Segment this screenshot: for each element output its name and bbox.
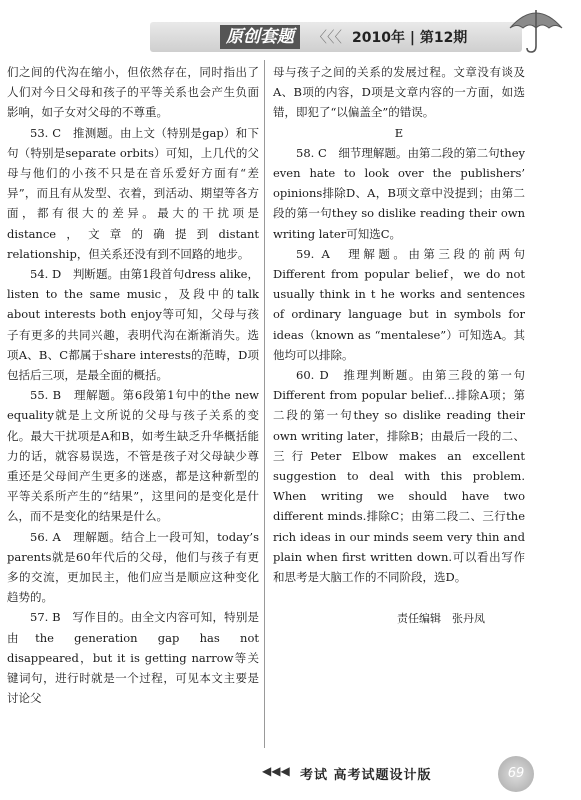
brand-label: 原创套题 (220, 25, 300, 49)
umbrella-icon (506, 4, 566, 56)
publication-label: 考试 高考试题设计版 (300, 768, 432, 783)
paragraph: 53. C 推测题。由上文（特别是gap）和下句（特别是separate orbits）可知，上几代的父母与他们的小孩不只是在音乐爱好方面有“差异”，而且有从发型、衣着，到活动、期望等各方面，都有很大的差异。最大的干扰项是distance，文章的确提到distant relationship，但关系还没有到不回路的地步。 (7, 125, 259, 261)
paragraph: 60. D 推理判断题。由第三段的第一句Different from popular belief…排除A项；第二段的第一句they so dislike reading their own writing later，排除B；由最后一段的二、三行Peter Elbow makes an excellent suggestion to deal with this problem. When writing we should have two different minds.排除C；由第二段二、三行the rich ideas in our minds seem very thin and plain when first written down.可以看出写作和思考是大脑工作的不同阶段，选D。 (273, 368, 525, 585)
right-column (273, 62, 525, 629)
paragraph: 们之间的代沟在缩小，但依然存在，同时指出了人们对今日父母和孩子的平等关系也会产生负面影响，如子女对父母的不尊重。 (7, 65, 259, 120)
page-footer (0, 752, 581, 800)
chevron-icon: 〈〈〈 (312, 28, 343, 46)
paragraph: 54. D 判断题。由第1段首句dress alike，listen to the same music，及段中的talk about interests both enjoy等可知，父母与孩子有更多的共同兴趣，表明代沟在渐渐消失。选项A、B、C都属于share interests的范畴，D项包括后三项，是最全面的概括。 (7, 267, 259, 383)
paragraph: 56. A 理解题。结合上一段可知，today’s parents就是60年代后的父母，他们与孩子有更多的交流，更加民主，他们应当是顺应这种变化趋势的。 (7, 529, 259, 605)
editor-credit: 责任编辑 张丹凤 (397, 612, 485, 626)
page-number: 69 (498, 756, 534, 792)
paragraph: 57. B 写作目的。由全文内容可知，特别是由the generation gap has not disappeared，but it is getting narrow等关键词句，进行时就是一个过程，可见本文主要是讨论父 (7, 610, 259, 706)
paragraph: 母与孩子之间的关系的发展过程。文章没有谈及A、B项的内容，D项是文章内容的一方面，如选错，即犯了“以偏盖全”的错误。 (273, 65, 525, 120)
paragraph: 55. B 理解题。第6段第1句中的the new equality就是上文所说的父母与孩子关系的变化。最大干扰项是A和B，如考生缺乏升华概括能力的话，就容易误选，不管是孩子对父母缺少尊重还是父母间产生更多的迷惑，都是这种新型的平等关系所产生的“结果”，这里问的是变化是什么，而不是变化的结果是什么。 (7, 388, 259, 524)
arrow-left-icon: ◀◀◀ (262, 764, 290, 778)
issue-label: 2010年 | 第12期 (352, 30, 468, 46)
paragraph: 58. C 细节理解题。由第二段的第二句they even hate to look over the publishers’ opinions排除D、A，B项文章中没提到；由第二段的第一句they so dislike reading their own writing later可知选C。 (273, 145, 525, 241)
paragraph: 59. A 理解题。由第三段的前两句Different from popular belief，we do not usually think in t he works and sentences of ordinary language but in symbols for ideas（known as “mentalese”）可知选A。其他均可以排除。 (273, 246, 525, 362)
left-column (7, 62, 259, 709)
section-heading: E (394, 125, 404, 140)
column-divider (264, 60, 265, 748)
page-header (0, 0, 581, 60)
